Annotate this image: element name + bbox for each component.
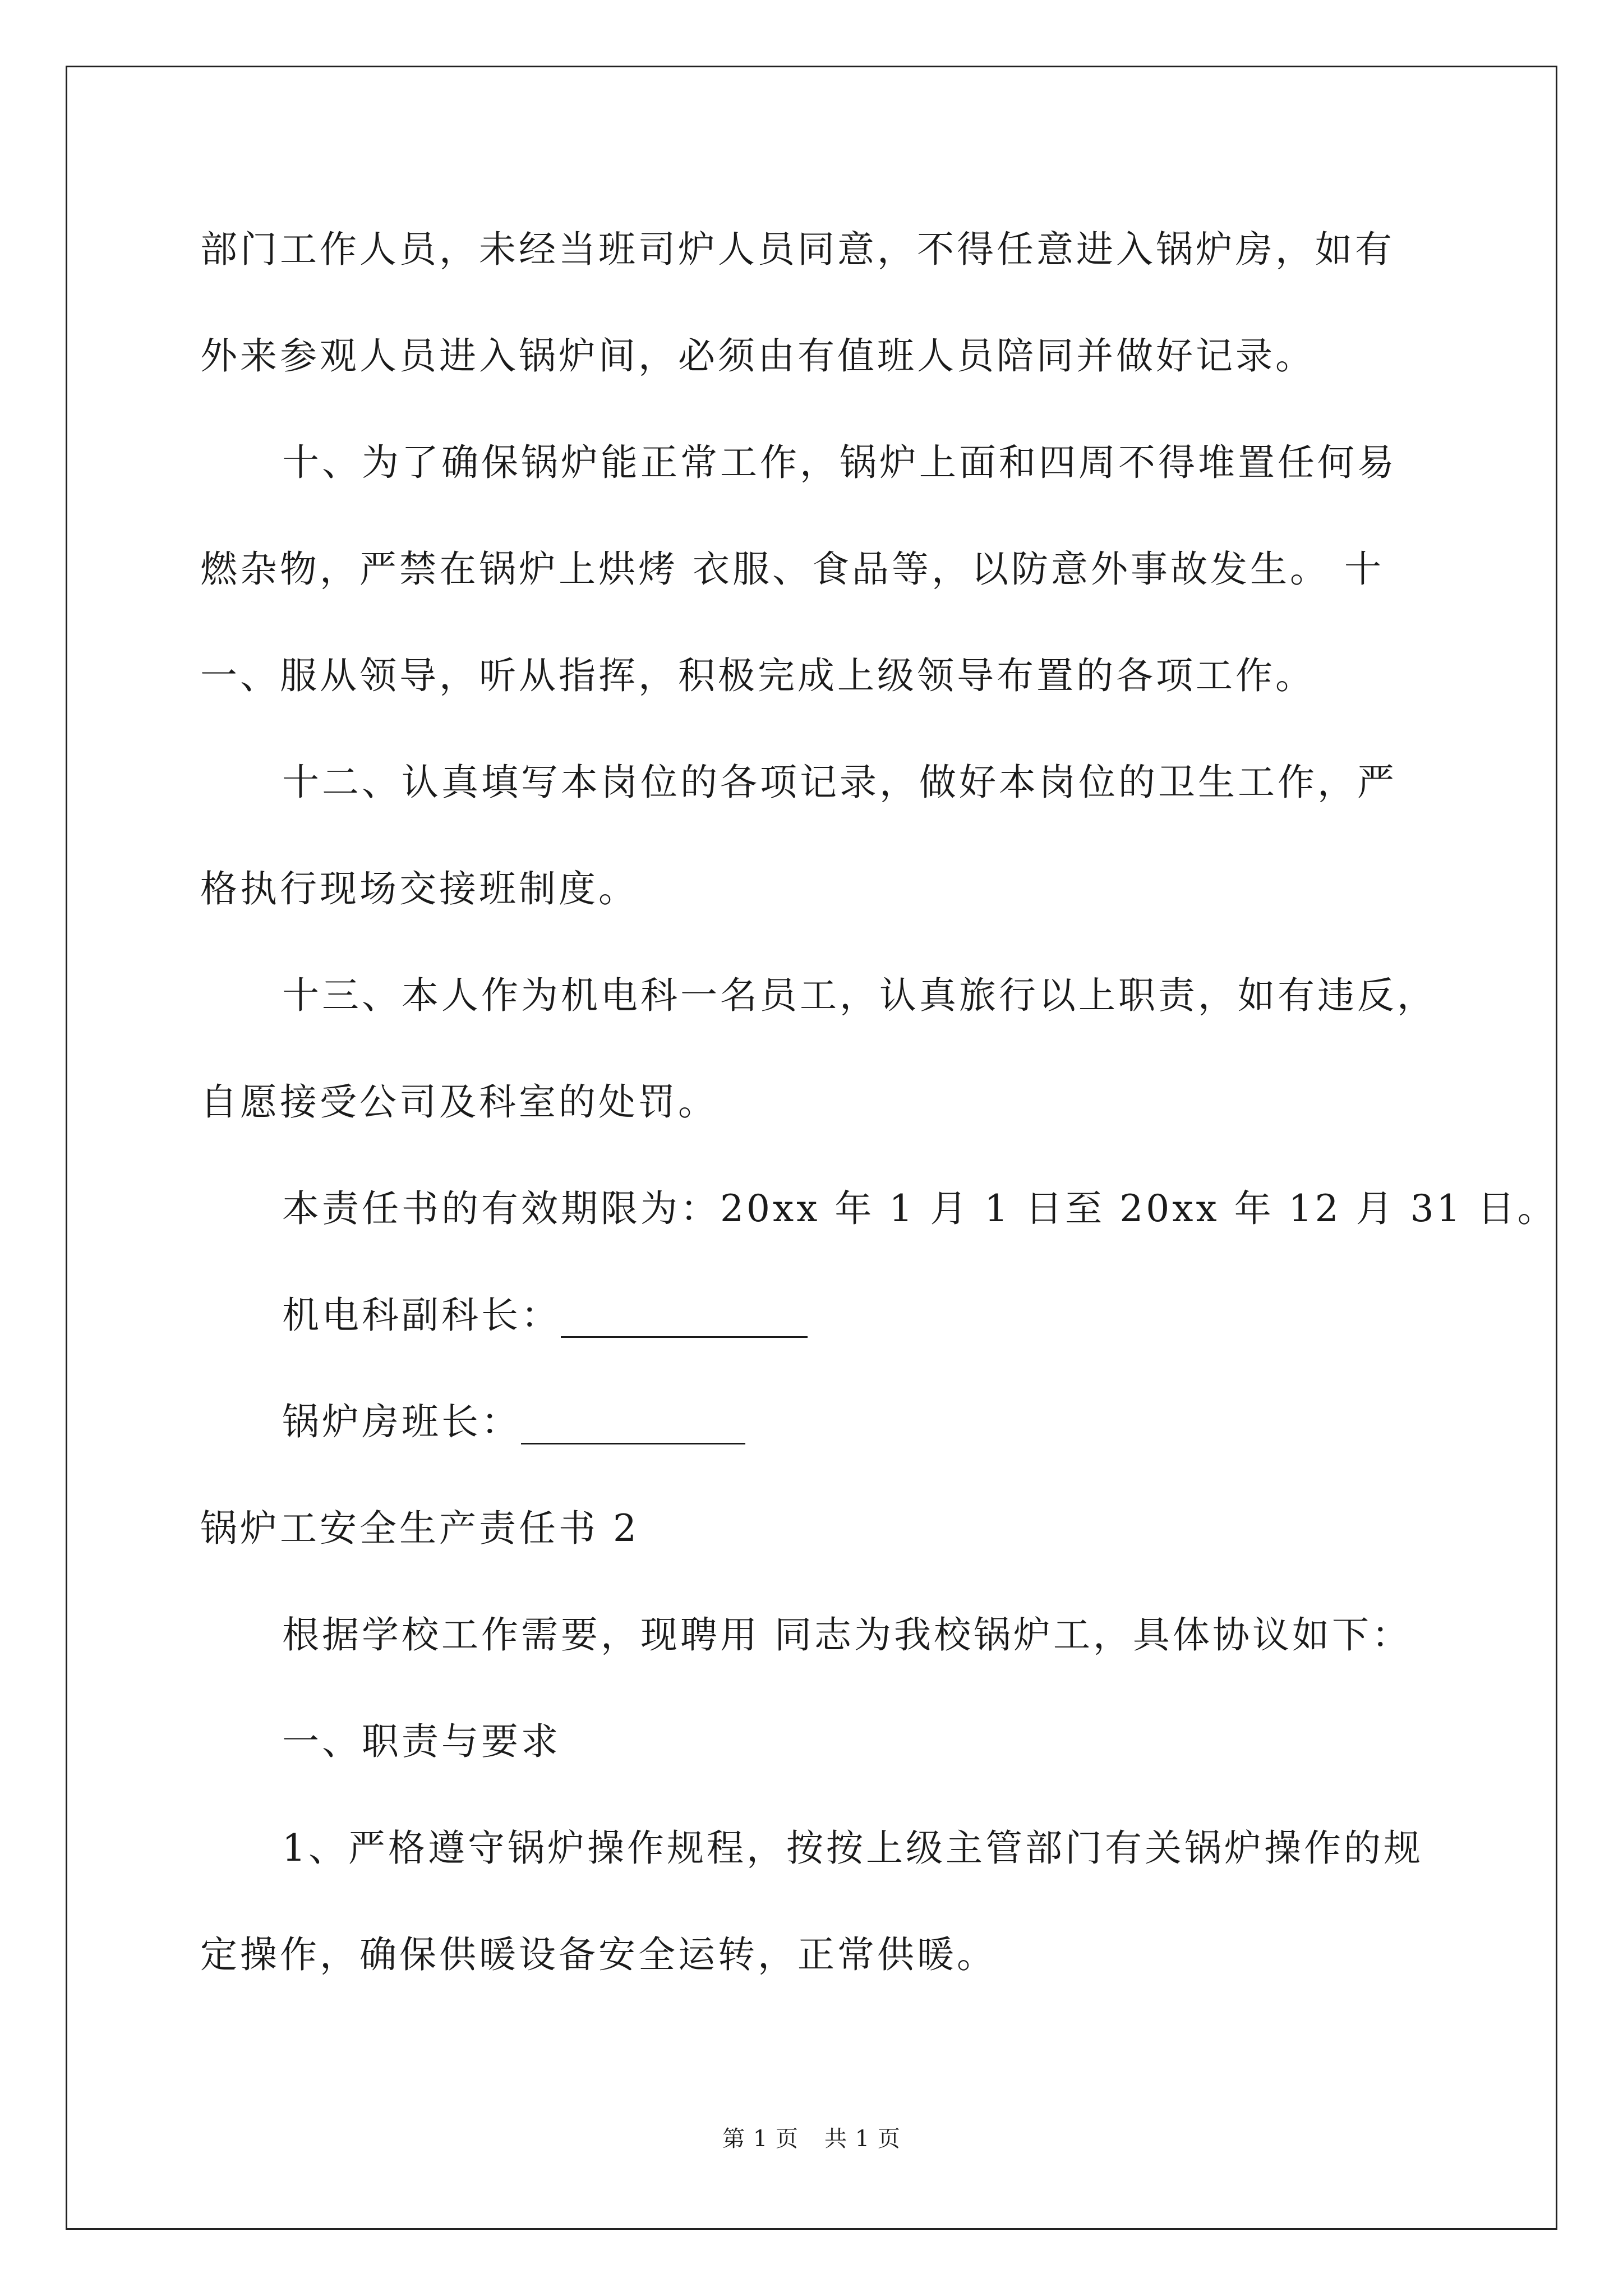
page-total: 共 1 页: [824, 2126, 901, 2152]
signature-squad-leader-label: 锅炉房班长：: [282, 1400, 521, 1443]
signature-deputy-chief-label: 机电科副科长：: [282, 1294, 561, 1337]
body-line-16: 1、严格遵守锅炉操作规程，按按上级主管部门有关锅炉操作的规: [282, 1826, 1423, 1870]
body-line-1: 部门工作人员，未经当班司炉人员同意，不得任意进入锅炉房，如有: [200, 228, 1395, 271]
signature-squad-leader: [282, 1400, 745, 1444]
body-line-9: 自愿接受公司及科室的处罚。: [200, 1080, 718, 1124]
body-line-15: 一、职责与要求: [282, 1720, 561, 1763]
signature-blank-squad-leader: [521, 1408, 745, 1444]
body-line-7: 格执行现场交接班制度。: [200, 867, 638, 910]
page-footer: [0, 2125, 1623, 2153]
page-border: [66, 66, 1557, 2230]
body-line-2: 外来参观人员进入锅炉间，必须由有值班人员陪同并做好记录。: [200, 334, 1315, 378]
body-line-4: 燃杂物，严禁在锅炉上烘烤 衣服、食品等，以防意外事故发生。 十: [200, 547, 1384, 591]
body-line-8: 十三、本人作为机电科一名员工，认真旅行以上职责，如有违反，: [282, 974, 1437, 1017]
validity-line: 本责任书的有效期限为：20xx 年 1 月 1 日至 20xx 年 12 月 31 日。: [282, 1187, 1557, 1230]
body-line-17: 定操作，确保供暖设备安全运转，正常供暖。: [200, 1933, 997, 1976]
body-line-3: 十、为了确保锅炉能正常工作，锅炉上面和四周不得堆置任何易: [282, 441, 1397, 484]
body-line-14: 根据学校工作需要，现聘用 同志为我校锅炉工，具体协议如下：: [282, 1613, 1412, 1657]
body-line-5: 一、服从领导，听从指挥，积极完成上级领导布置的各项工作。: [200, 654, 1315, 697]
signature-blank-deputy-chief: [561, 1301, 808, 1338]
body-line-6: 十二、认真填写本岗位的各项记录，做好本岗位的卫生工作，严: [282, 761, 1397, 804]
signature-deputy-chief: [282, 1293, 808, 1338]
section-title: 锅炉工安全生产责任书 2: [200, 1507, 639, 1550]
page-number: 第 1 页: [722, 2126, 799, 2152]
